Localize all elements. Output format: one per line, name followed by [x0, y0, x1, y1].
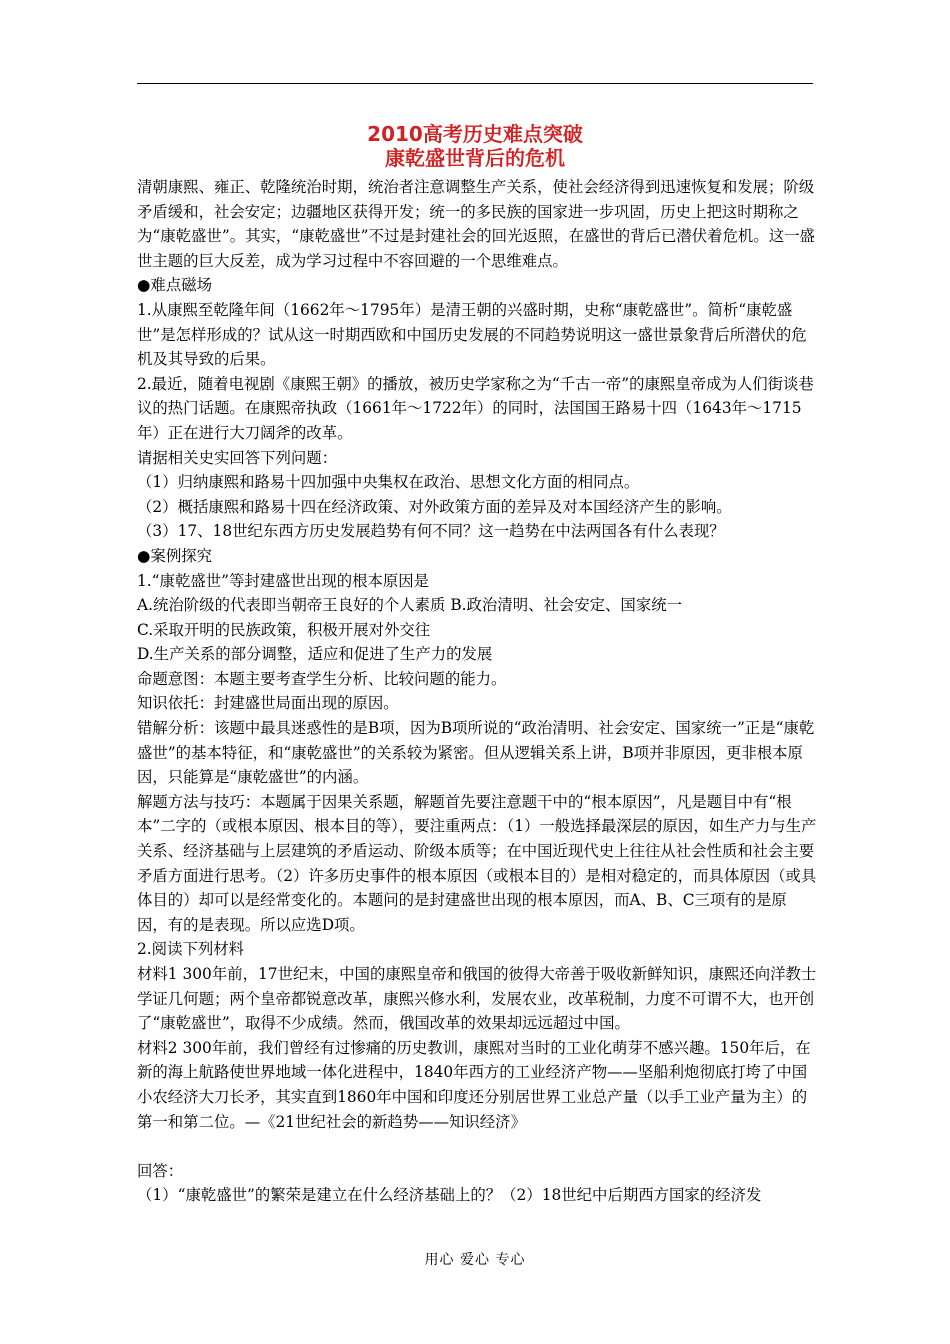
blank-line	[137, 1134, 817, 1159]
section-heading-difficulty: ●难点磁场	[137, 276, 212, 295]
intro-paragraph: 清朝康熙、雍正、乾隆统治时期，统治者注意调整生产关系，使社会经济得到迅速恢复和发展；阶级矛盾缓和，社会安定；边疆地区获得开发；统一的多民族的国家进一步巩固，历史上把这时期称之为“康乾盛世”。其实，“康乾盛世”不过是封建社会的回光返照，在盛世的背后已潜伏着危机。这一盛世主题的巨大反差，成为学习过程中不容回避的一个思维难点。	[137, 178, 815, 270]
option-a-b: A.统治阶级的代表即当朝帝王良好的个人素质 B.政治清明、社会安定、国家统一	[137, 596, 682, 615]
title-block	[137, 122, 813, 170]
sub-title: 康乾盛世背后的危机	[385, 146, 565, 170]
case-question-2: 2.阅读下列材料	[137, 940, 245, 959]
header-rule	[137, 83, 813, 84]
intent-note: 命题意图：本题主要考查学生分析、比较问题的能力。	[137, 669, 507, 688]
error-analysis: 错解分析：该题中最具迷惑性的是B项，因为B项所说的“政治清明、社会安定、国家统一”正是“康乾盛世”的基本特征，和“康乾盛世”的关系较为紧密。但从逻辑关系上讲，B项并非原因，更非根本原因，只能算是“康乾盛世”的内涵。	[137, 719, 815, 787]
question-2: 2.最近，随着电视剧《康熙王朝》的播放，被历史学家称之为“千古一帝”的康熙皇帝成为人们街谈巷议的热门话题。在康熙帝执政（1661年～1722年）的同时，法国国王路易十四（1643年～1715年）正在进行大刀阔斧的改革。	[137, 374, 814, 442]
method-tips: 解题方法与技巧：本题属于因果关系题，解题首先要注意题干中的“根本原因”，凡是题目中有“根本”二字的（或根本原因、根本目的等），要注重两点：（1）一般选择最深层的原因，如生产力与生产关系、经济基础与上层建筑的矛盾运动、阶级本质等；在中国近现代史上往往从社会性质和社会主要矛盾方面进行思考。（2）许多历史事件的根本原因（或根本目的）是相对稳定的，而具体原因（或具体目的）却可以是经常变化的。本题问的是封建盛世出现的根本原因，而A、B、C三项有的是原因，有的是表现。所以应选D项。	[137, 792, 817, 934]
section-heading-case-study: ●案例探究	[137, 546, 212, 565]
question-1: 1.从康熙至乾隆年间（1662年～1795年）是清王朝的兴盛时期，史称“康乾盛世”。简析“康乾盛世”是怎样形成的？试从这一时期西欧和中国历史发展的不同趋势说明这一盛世景象背后所潜伏的危机及其导致的后果。	[137, 300, 807, 369]
page-footer: 用心 爱心 专心	[424, 1252, 526, 1268]
answer-label: 回答：	[137, 1161, 184, 1180]
case-question-1: 1.“康乾盛世”等封建盛世出现的根本原因是	[137, 571, 430, 590]
material-1: 材料1 300年前，17世纪末，中国的康熙皇帝和俄国的彼得大帝善于吸收新鲜知识，康熙还向洋教士学证几何题；两个皇帝都锐意改革，康熙兴修水利，发展农业，改革税制，力度不可谓不大，也开创了“康乾盛世”，取得不少成绩。然而，俄国改革的效果却远远超过中国。	[137, 965, 817, 1033]
question-2-part-2: （2）概括康熙和路易十四在经济政策、对外政策方面的差异及对本国经济产生的影响。	[137, 497, 732, 516]
main-title: 2010高考历史难点突破	[367, 122, 583, 146]
question-2-part-3: （3）17、18世纪东西方历史发展趋势有何不同？这一趋势在中法两国各有什么表现？	[137, 522, 725, 541]
question-2-prompt: 请据相关史实回答下列问题：	[137, 448, 338, 467]
question-2-part-1: （1）归纳康熙和路易十四加强中央集权在政治、思想文化方面的相同点。	[137, 473, 640, 492]
answer-questions: （1）“康乾盛世”的繁荣是建立在什么经济基础上的？（2）18世纪中后期西方国家的经济发	[137, 1186, 762, 1205]
option-d: D.生产关系的部分调整，适应和促进了生产力的发展	[137, 645, 493, 664]
document-body	[137, 175, 817, 1208]
option-c: C.采取开明的民族政策，积极开展对外交往	[137, 620, 431, 639]
knowledge-note: 知识依托：封建盛世局面出现的原因。	[137, 694, 399, 713]
material-2: 材料2 300年前，我们曾经有过惨痛的历史教训，康熙对当时的工业化萌芽不感兴趣。150年后，在新的海上航路使世界地域一体化进程中，1840年西方的工业经济产物——坚船利炮彻底打垮了中国小农经济大刀长矛，其实直到1860年中国和印度还分别居世界工业总产量（以手工业产量为主）的第一和第二位。—《21世纪社会的新趋势——知识经济》	[137, 1038, 811, 1131]
